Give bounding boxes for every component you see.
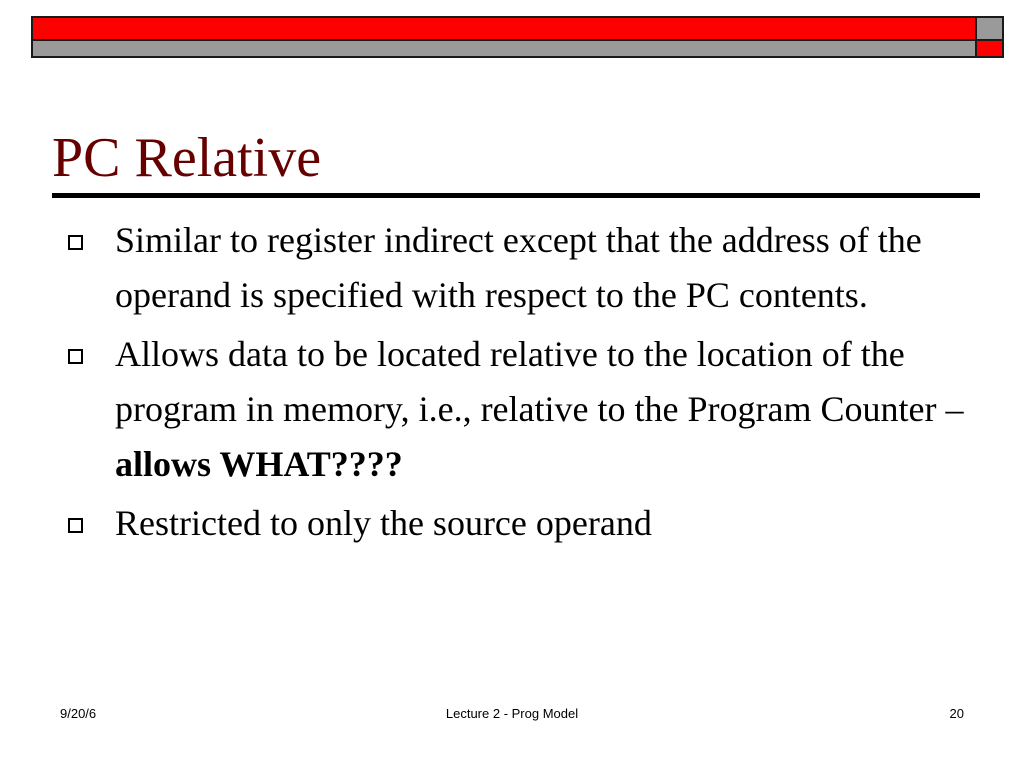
bullet-bold-text: allows WHAT???? — [115, 444, 403, 484]
corner-gray-box — [977, 16, 1004, 41]
bullet-item — [64, 327, 964, 492]
bullet-item — [64, 496, 964, 551]
page-number: 20 — [949, 706, 964, 721]
header-decoration-bar — [31, 16, 977, 58]
bullet-text: Similar to register indirect except that the address of the operand is specified with respect to the PC contents. — [115, 220, 922, 315]
footer-title: Lecture 2 - Prog Model — [445, 706, 579, 721]
bullet-text: Restricted to only the source operand — [115, 503, 652, 543]
square-bullet-icon — [68, 518, 83, 533]
bullet-text: Allows data to be located relative to the location of the program in memory, i.e., relative to the Program Counter – — [115, 334, 964, 429]
footer-date: 9/20/6 — [60, 706, 97, 721]
header-gray-strip — [31, 41, 977, 58]
bullet-list — [64, 213, 964, 555]
bullet-item — [64, 213, 964, 323]
header-red-strip — [31, 16, 977, 41]
corner-red-box — [977, 41, 1004, 58]
square-bullet-icon — [68, 235, 83, 250]
square-bullet-icon — [68, 349, 83, 364]
slide-title: PC Relative — [52, 127, 322, 189]
header-corner-decoration — [977, 16, 1004, 58]
title-underline — [52, 193, 980, 198]
